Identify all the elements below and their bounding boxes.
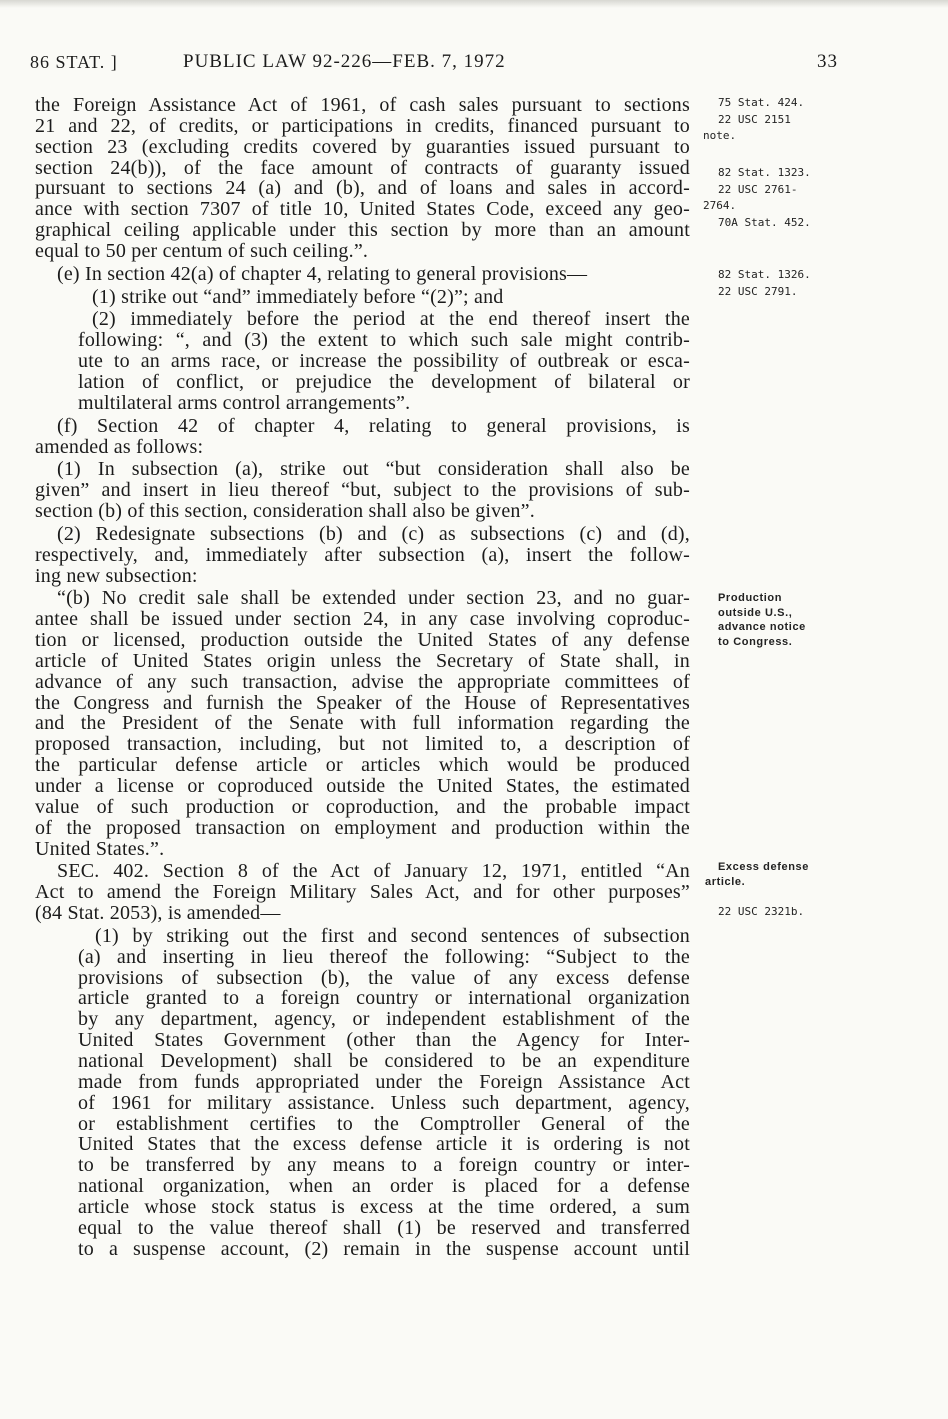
- text-line: (84 Stat. 2053), is amended—: [35, 902, 281, 925]
- text-line: to a suspense account, (2) remain in the suspense account until: [78, 1237, 690, 1260]
- citation-line: note.: [703, 129, 737, 142]
- margin-citation: [718, 904, 804, 921]
- text-line: SEC. 402. Section 8 of the Act of January 12, 1971, entitled “An: [57, 860, 690, 883]
- citation-line: 22 USC 2321b.: [718, 905, 805, 918]
- text-line: graphical ceiling applicable under this section by more than an amount: [35, 219, 690, 242]
- text-line: national Development) shall be considered to be an expenditure: [78, 1049, 690, 1072]
- side-note-excess-defense: [705, 860, 809, 889]
- text-line: tion or licensed, production outside the United States of any defense: [35, 629, 690, 652]
- text-line: (2) immediately before the period at the end thereof insert the: [92, 308, 690, 331]
- text-line: section 23 (excluding credits covered by guaranties issued pursuant to: [35, 135, 690, 158]
- text-line: the particular defense article or articles which would be produced: [35, 754, 690, 777]
- text-line: by any department, agency, or independent establishment of the: [78, 1008, 690, 1031]
- text-line: (1) strike out “and” immediately before “(2)”; and: [92, 285, 504, 308]
- text-line: ance with section 7307 of title 10, United States Code, exceed any geo-: [35, 198, 690, 221]
- text-line: equal to the value thereof shall (1) be reserved and transferred: [78, 1216, 690, 1239]
- text-line: (a) and inserting in lieu thereof the following: “Subject to the: [78, 945, 690, 968]
- text-line: advance of any such transaction, advise the appropriate committees of: [35, 670, 690, 693]
- text-line: (e) In section 42(a) of chapter 4, relating to general provisions—: [57, 262, 588, 285]
- text-line: given” and insert in lieu thereof “but, subject to the provisions of sub-: [35, 479, 690, 502]
- text-line: and the President of the Senate with full information regarding the: [35, 712, 690, 735]
- text-line: United States that the excess defense article it is ordering is not: [78, 1133, 690, 1156]
- text-line: antee shall be issued under section 24, in any case involving coproduc-: [35, 608, 690, 631]
- text-line: (2) Redesignate subsections (b) and (c) as subsections (c) and (d),: [57, 522, 690, 545]
- citation-line: 22 USC 2761-: [718, 182, 798, 196]
- citation-line: 2764.: [703, 199, 737, 212]
- citation-line: 82 Stat. 1323.: [718, 166, 811, 179]
- text-line: “(b) No credit sale shall be extended under section 23, and no guar-: [57, 587, 690, 610]
- text-line: article granted to a foreign country or international organization: [78, 987, 690, 1010]
- text-line: ute to an arms race, or increase the possibility of outbreak or esca-: [78, 350, 690, 373]
- text-line: of 1961 for military assistance. Unless such department, agency,: [78, 1091, 690, 1114]
- side-note-line: to Congress.: [718, 635, 793, 648]
- side-note-line: Excess defense: [718, 861, 809, 873]
- citation-line: 70A Stat. 452.: [718, 215, 811, 229]
- side-note-production: [718, 591, 806, 649]
- text-line: (f) Section 42 of chapter 4, relating to general provisions, is: [57, 414, 690, 437]
- text-line: Act to amend the Foreign Military Sales Act, and for other purposes”: [35, 881, 690, 904]
- text-line: to be transferred by any means to a foreign country or inter-: [78, 1154, 690, 1177]
- paragraph: [35, 588, 690, 859]
- paragraph: [35, 416, 690, 458]
- text-line: pursuant to sections 24 (a) and (b), and of loans and sales in accord-: [35, 177, 690, 200]
- text-line: ing new subsection:: [35, 564, 198, 587]
- paragraph: [35, 459, 690, 522]
- text-line: 21 and 22, of credits, or participations in credits, financed pursuant to: [35, 114, 690, 137]
- side-note-line: advance notice: [718, 621, 806, 633]
- text-line: amended as follows:: [35, 435, 204, 458]
- margin-citation: [703, 165, 811, 231]
- paragraph: [35, 287, 690, 308]
- text-line: national organization, when an order is placed for a defense: [78, 1175, 690, 1198]
- text-line: proposed transaction, including, but not limited to, a description of: [35, 733, 690, 756]
- text-line: (1) by striking out the first and second sentences of subsection: [95, 924, 690, 947]
- margin-citation: [703, 95, 805, 145]
- text-line: section 24(b)), of the face amount of contracts of guaranty issued: [35, 156, 690, 179]
- text-line: article of United States origin unless the Secretary of State shall, in: [35, 649, 690, 672]
- text-line: respectively, and, immediately after subsection (a), insert the follow-: [35, 543, 690, 566]
- paragraph: [35, 264, 690, 285]
- paragraph: [35, 926, 690, 1260]
- citation-line: 22 USC 2791.: [718, 284, 798, 298]
- citation-line: 22 USC 2151: [718, 112, 791, 126]
- running-head-volume: 86 STAT. ]: [30, 52, 118, 72]
- margin-citation: [718, 267, 811, 300]
- text-line: article whose stock status is excess at the time ordered, a sum: [78, 1195, 690, 1218]
- text-line: following: “, and (3) the extent to which such sale might contrib-: [78, 329, 690, 352]
- side-note-line: Production: [718, 592, 783, 604]
- text-line: United States.”.: [35, 837, 165, 860]
- section-402-paragraph: [35, 861, 690, 924]
- text-line: lation of conflict, or prejudice the development of bilateral or: [78, 370, 690, 393]
- text-line: United States Government (other than the Agency for Inter-: [78, 1029, 690, 1052]
- running-head-title: PUBLIC LAW 92-226—FEB. 7, 1972: [183, 51, 506, 72]
- text-line: of the proposed transaction on employment and production within the: [35, 816, 690, 839]
- text-line: (1) In subsection (a), strike out “but consideration shall also be: [57, 458, 690, 481]
- text-line: or establishment certifies to the Comptroller General of the: [78, 1112, 690, 1135]
- text-line: under a license or coproduced outside the United States, the estimated: [35, 775, 690, 797]
- scan-edge-shadow: [0, 0, 948, 8]
- text-line: section (b) of this section, consideration shall also be given”.: [35, 500, 535, 523]
- text-line: the Congress and furnish the Speaker of the House of Representatives: [35, 691, 690, 714]
- text-line: provisions of subsection (b), the value of any excess defense: [78, 966, 690, 989]
- body-text: [35, 95, 690, 1259]
- text-line: equal to 50 per centum of such ceiling.”.: [35, 239, 369, 262]
- citation-line: 82 Stat. 1326.: [718, 268, 811, 281]
- side-note-line: outside U.S.,: [718, 606, 793, 619]
- text-line: the Foreign Assistance Act of 1961, of cash sales pursuant to sections: [35, 94, 690, 116]
- text-line: value of such production or coproduction, and the probable impact: [35, 795, 690, 818]
- paragraph: [35, 524, 690, 587]
- text-line: multilateral arms control arrangements”.: [78, 391, 411, 414]
- side-note-line: article.: [705, 875, 746, 888]
- paragraph: [35, 95, 690, 262]
- text-line: made from funds appropriated under the Foreign Assistance Act: [78, 1070, 690, 1093]
- page-number: 33: [817, 51, 838, 72]
- paragraph: [35, 309, 690, 413]
- citation-line: 75 Stat. 424.: [718, 96, 805, 109]
